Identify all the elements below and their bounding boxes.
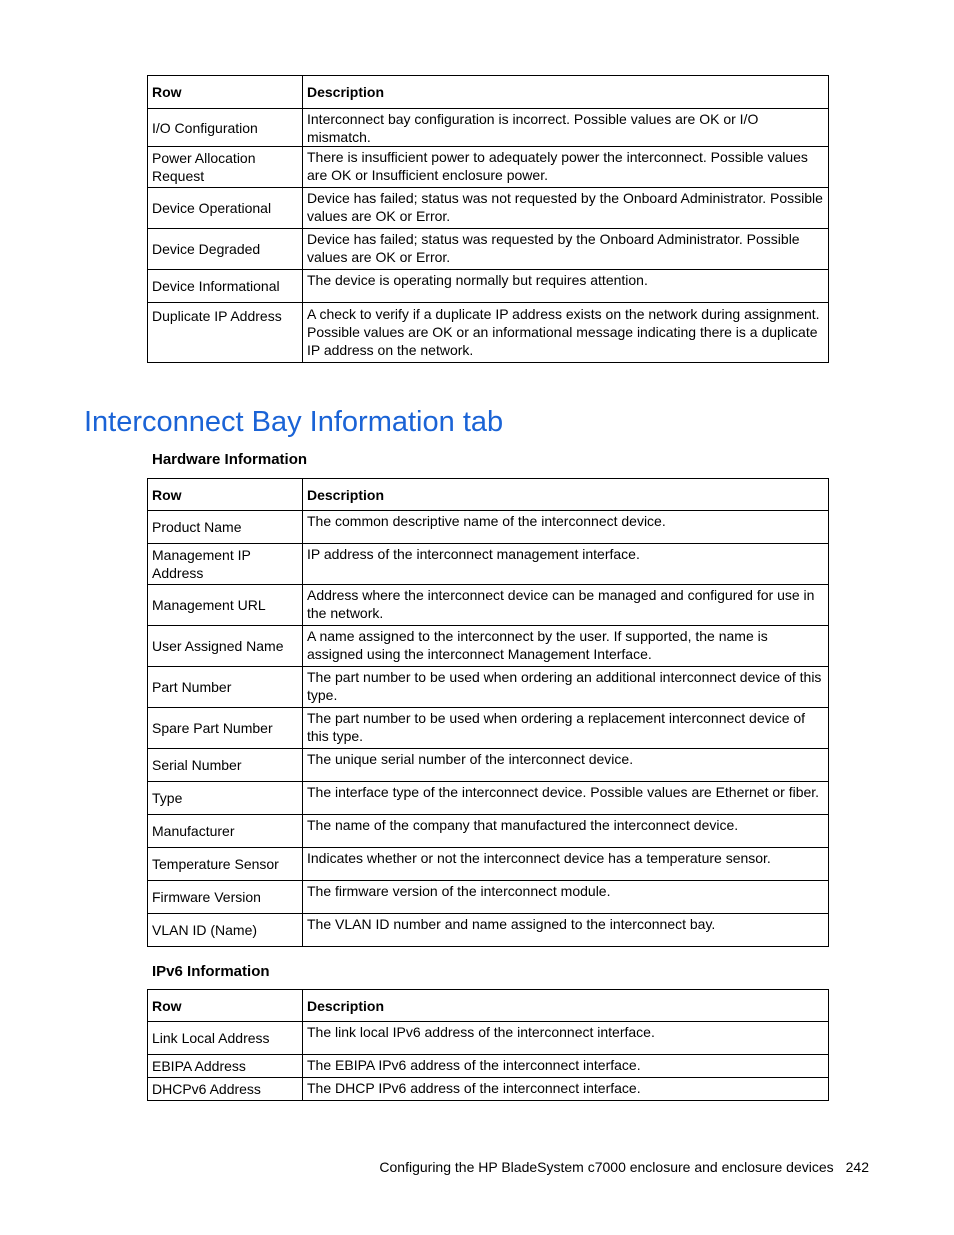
footer-text: Configuring the HP BladeSystem c7000 enclosure and enclosure devices — [379, 1159, 834, 1175]
column-header-description: Description — [303, 990, 829, 1022]
column-header-description: Description — [303, 76, 829, 109]
table-row — [148, 1055, 829, 1078]
row-name: Link Local Address — [148, 1022, 303, 1055]
table-row — [148, 881, 829, 914]
row-description: The device is operating normally but requires attention. — [303, 270, 829, 303]
table-row — [148, 848, 829, 881]
column-header-description: Description — [303, 479, 829, 511]
row-description: The part number to be used when ordering a replacement interconnect device of this type. — [303, 708, 829, 749]
section-title: Interconnect Bay Information tab — [84, 406, 504, 438]
table-row — [148, 147, 829, 188]
table-row — [148, 708, 829, 749]
table-row — [148, 667, 829, 708]
status-table — [147, 75, 829, 363]
table-row — [148, 1078, 829, 1101]
hardware-information-table — [147, 478, 829, 947]
row-description: The VLAN ID number and name assigned to the interconnect bay. — [303, 914, 829, 947]
row-description: The common descriptive name of the interconnect device. — [303, 511, 829, 544]
row-description: The link local IPv6 address of the interconnect interface. — [303, 1022, 829, 1055]
table-row — [148, 914, 829, 947]
row-name: VLAN ID (Name) — [148, 914, 303, 947]
row-description: Device has failed; status was not requested by the Onboard Administrator. Possible values are OK or Error. — [303, 188, 829, 229]
row-name: Management URL — [148, 585, 303, 626]
row-description: Indicates whether or not the interconnect device has a temperature sensor. — [303, 848, 829, 881]
table-header-row — [148, 479, 829, 511]
table-row — [148, 749, 829, 782]
row-name: Type — [148, 782, 303, 815]
table-header-row — [148, 76, 829, 109]
row-description: A check to verify if a duplicate IP address exists on the network during assignment. Possible values are OK or an informational message indicating there is a duplicate IP address on the network. — [303, 303, 829, 363]
ipv6-information-table — [147, 989, 829, 1101]
row-name: Firmware Version — [148, 881, 303, 914]
table-row — [148, 303, 829, 363]
table-row — [148, 109, 829, 147]
table-row — [148, 782, 829, 815]
table-header-row — [148, 990, 829, 1022]
row-description: The part number to be used when ordering an additional interconnect device of this type. — [303, 667, 829, 708]
column-header-row: Row — [148, 479, 303, 511]
row-description: Address where the interconnect device can be managed and configured for use in the network. — [303, 585, 829, 626]
row-description: The EBIPA IPv6 address of the interconnect interface. — [303, 1055, 829, 1078]
row-name: Temperature Sensor — [148, 848, 303, 881]
row-description: The name of the company that manufactured the interconnect device. — [303, 815, 829, 848]
row-name: Device Informational — [148, 270, 303, 303]
row-name: Serial Number — [148, 749, 303, 782]
table-row — [148, 511, 829, 544]
hardware-information-title: Hardware Information — [152, 451, 308, 468]
row-name: Product Name — [148, 511, 303, 544]
ipv6-information-title: IPv6 Information — [152, 963, 270, 980]
page-footer — [379, 1157, 869, 1177]
row-description: The firmware version of the interconnect module. — [303, 881, 829, 914]
row-name: DHCPv6 Address — [148, 1078, 303, 1101]
row-description: The DHCP IPv6 address of the interconnect interface. — [303, 1078, 829, 1101]
row-description: There is insufficient power to adequately power the interconnect. Possible values are OK or Insufficient enclosure power. — [303, 147, 829, 188]
row-name: Spare Part Number — [148, 708, 303, 749]
row-name: I/O Configuration — [148, 109, 303, 147]
row-name: Manufacturer — [148, 815, 303, 848]
row-name: Device Operational — [148, 188, 303, 229]
row-name: EBIPA Address — [148, 1055, 303, 1078]
row-name: Duplicate IP Address — [148, 303, 303, 363]
table-row — [148, 188, 829, 229]
column-header-row: Row — [148, 76, 303, 109]
table-row — [148, 626, 829, 667]
row-name: User Assigned Name — [148, 626, 303, 667]
row-description: Device has failed; status was requested by the Onboard Administrator. Possible values are OK or Error. — [303, 229, 829, 270]
table-row — [148, 270, 829, 303]
table-row — [148, 585, 829, 626]
row-name: Part Number — [148, 667, 303, 708]
row-name: Management IP Address — [148, 544, 303, 585]
row-description: IP address of the interconnect management interface. — [303, 544, 829, 585]
table-row — [148, 544, 829, 585]
row-description: The unique serial number of the interconnect device. — [303, 749, 829, 782]
row-name: Power Allocation Request — [148, 147, 303, 188]
page-number: 242 — [845, 1159, 869, 1175]
row-description: A name assigned to the interconnect by the user. If supported, the name is assigned using the interconnect Management Interface. — [303, 626, 829, 667]
table-row — [148, 229, 829, 270]
table-row — [148, 815, 829, 848]
row-name: Device Degraded — [148, 229, 303, 270]
table-row — [148, 1022, 829, 1055]
column-header-row: Row — [148, 990, 303, 1022]
row-description: The interface type of the interconnect device. Possible values are Ethernet or fiber. — [303, 782, 829, 815]
row-description: Interconnect bay configuration is incorrect. Possible values are OK or I/O mismatch. — [303, 109, 829, 147]
